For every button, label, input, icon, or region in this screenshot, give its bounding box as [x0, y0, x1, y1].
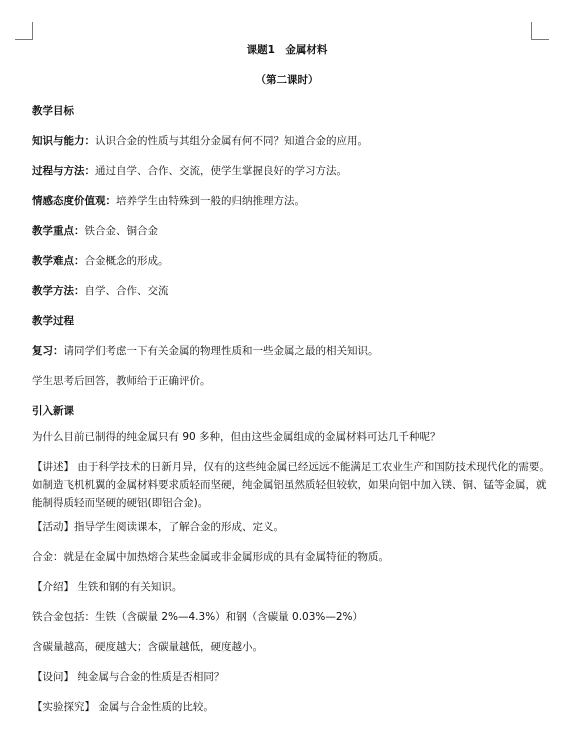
- objectives-heading: 教学目标: [32, 105, 74, 117]
- knowledge-text: 认识合金的性质与其组分金属有何不同？知道合金的应用。: [95, 135, 368, 147]
- review-label: 复习：: [32, 345, 64, 357]
- knowledge-objective: [32, 134, 552, 148]
- page-corner-mark-left: [15, 22, 33, 40]
- intro-heading: 引入新课: [32, 405, 74, 417]
- difficulty-text: 合金概念的形成。: [84, 255, 169, 267]
- lecture-paragraph: 【讲述】 由于科学技术的日新月异，仅有的这些纯金属已经远远不能满足工农业生产和国防技术现代化的需要。如制造飞机机翼的金属材料要求质轻而坚硬，纯金属铝虽然质轻但较软，如果向铝中加入镁、铜、锰等金属，就能制得质轻而坚硬的硬铝(即铝合金)。: [32, 461, 550, 509]
- emotion-objective: [32, 194, 552, 208]
- teaching-method: [32, 284, 552, 298]
- key-label: 教学重点：: [32, 225, 85, 237]
- process-heading: 教学过程: [32, 315, 74, 327]
- teaching-difficulty: [32, 254, 552, 268]
- activity-paragraph: [32, 520, 552, 534]
- difficulty-label: 教学难点：: [32, 255, 85, 267]
- lesson-title: 课题1 金属材料: [246, 44, 328, 56]
- experiment-paragraph: 【实验探究】 金属与合金性质的比较。: [32, 701, 214, 713]
- review-text: 请同学们考虑一下有关金属的物理性质和一些金属之最的相关知识。: [63, 345, 379, 357]
- method-text: 自学、合作、交流: [84, 285, 169, 297]
- emotion-label: 情感态度价值观：: [32, 195, 116, 207]
- iron-alloy-composition: 铁合金包括：生铁（含碳量 2%—4.3%）和钢（含碳量 0.03%—2%）: [32, 611, 364, 623]
- method-label: 教学方法：: [32, 285, 85, 297]
- teaching-key-point: [32, 224, 552, 238]
- emotion-text: 培养学生由特殊到一般的归纳推理方法。: [116, 195, 305, 207]
- intro-question: 为什么目前已制得的纯金属只有 90 多种，但由这些金属组成的金属材料可达几千种呢？: [32, 431, 441, 443]
- process-label: 过程与方法：: [32, 165, 95, 177]
- student-think-paragraph: 学生思考后回答，教师给于正确评价。: [32, 375, 211, 387]
- page-corner-mark-right: [531, 22, 549, 40]
- carbon-hardness-rule: 含碳量越高，硬度越大；含碳量越低，硬度越小。: [32, 641, 263, 653]
- knowledge-label: 知识与能力：: [32, 135, 95, 147]
- activity-label: 【活动】: [32, 521, 74, 533]
- alloy-definition: 合金：就是在金属中加热熔合某些金属或非金属形成的具有金属特征的物质。: [32, 551, 389, 563]
- introduce-topic: 【介绍】 生铁和钢的有关知识。: [32, 581, 183, 593]
- question-paragraph: 【设问】 纯金属与合金的性质是否相同？: [32, 671, 225, 683]
- process-text: 通过自学、合作、交流，使学生掌握良好的学习方法。: [95, 165, 347, 177]
- review-paragraph: [32, 344, 552, 358]
- lesson-subtitle: （第二课时）: [255, 74, 319, 86]
- process-objective: [32, 164, 552, 178]
- key-text: 铁合金、铜合金: [84, 225, 158, 237]
- activity-text: 指导学生阅读课本，了解合金的形成、定义。: [74, 521, 284, 533]
